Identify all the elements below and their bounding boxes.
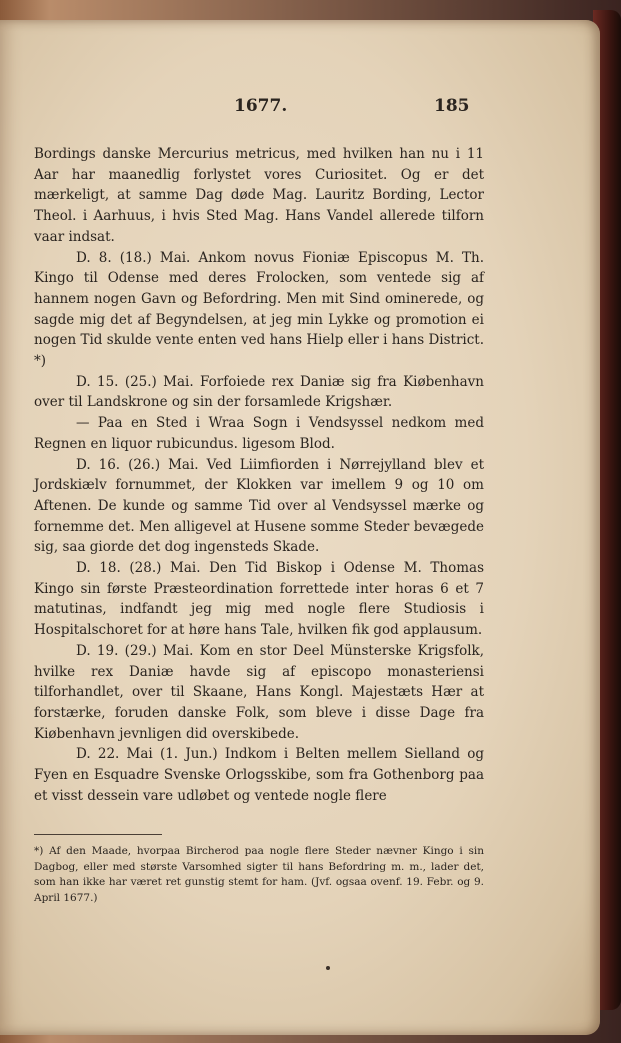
paragraph-4: — Paa en Sted i Wraa Sogn i Vendsyssel nedkom med Regnen en liquor rubicundus. ligesom Blod. (34, 415, 484, 452)
paragraph-8: D. 22. Mai (1. Jun.) Indkom i Belten mellem Sielland og Fyen en Esquadre Svenske Orlogsskibe, som fra Gothenborg paa et visst dessein vare udløbet og ventede nogle flere (34, 746, 484, 804)
paragraph-2: D. 8. (18.) Mai. Ankom novus Fioniæ Episcopus M. Th. Kingo til Odense med deres Frolocken, som ventede sig af hannem nogen Gavn og Befordring. Men mit Sind ominerede, og sagde mig det af Begyndelsen, at jeg min Lykke og promotion ei nogen Tid skulde vente enten ved hans Hielp eller i hans District. *) (34, 249, 484, 370)
page-header (0, 96, 600, 120)
paragraph-6: D. 18. (28.) Mai. Den Tid Biskop i Odense M. Thomas Kingo sin første Præsteordination forrettede inter horas 6 et 7 matutinas, indfandt jeg mig med nogle flere Studiosis i Hospitalschoret for at høre hans Tale, hvilken fik god applausum. (34, 560, 484, 639)
footnote: *) Af den Maade, hvorpaa Bircherod paa nogle flere Steder nævner Kingo i sin Dagbog, eller med største Varsomhed sigter til hans Befordring m. m., lader det, som han ikke har været ret gunstig stemt for ham. (Jvf. ogsaa ovenf. 19. Febr. og 9. April 1677.) (34, 845, 484, 904)
paragraph-3: D. 15. (25.) Mai. Forfoiede rex Daniæ sig fra Kiøbenhavn over til Landskrone og sin der forsamlede Krigshær. (34, 373, 484, 411)
book-page (0, 20, 600, 1035)
page-mark-dot (326, 966, 330, 970)
page-number: 185 (434, 96, 470, 116)
header-year: 1677. (234, 96, 288, 116)
paragraph-5: D. 16. (26.) Mai. Ved Liimfiorden i Nørrejylland blev et Jordskiælv fornummet, der Klokken var imellem 9 og 10 om Aftenen. De kunde og samme Tid over al Vendsyssel mærke og fornemme det. Men alligevel at Husene somme Steder bevægede sig, saa giorde det dog ingensteds Skade. (34, 456, 484, 556)
footnote-divider (34, 834, 162, 835)
paragraph-1: Bordings danske Mercurius metricus, med hvilken han nu i 11 Aar har maanedlig forlystet vores Curiositet. Og er det mærkeligt, at samme Dag døde Mag. Lauritz Bording, Lector Theol. i Aarhuus, i hvis Sted Mag. Hans Vandel allerede tilforn vaar indsat. (34, 146, 484, 245)
paragraph-7: D. 19. (29.) Mai. Kom en stor Deel Münsterske Krigsfolk, hvilke rex Daniæ havde sig af episcopo monasteriensi tilforhandlet, over til Skaane, Hans Kongl. Majestæts Hær at forstærke, foruden danske Folk, som bleve i disse Dage fra Kiøbenhavn jevnligen did overskibede. (34, 642, 484, 742)
body-text (34, 144, 484, 807)
